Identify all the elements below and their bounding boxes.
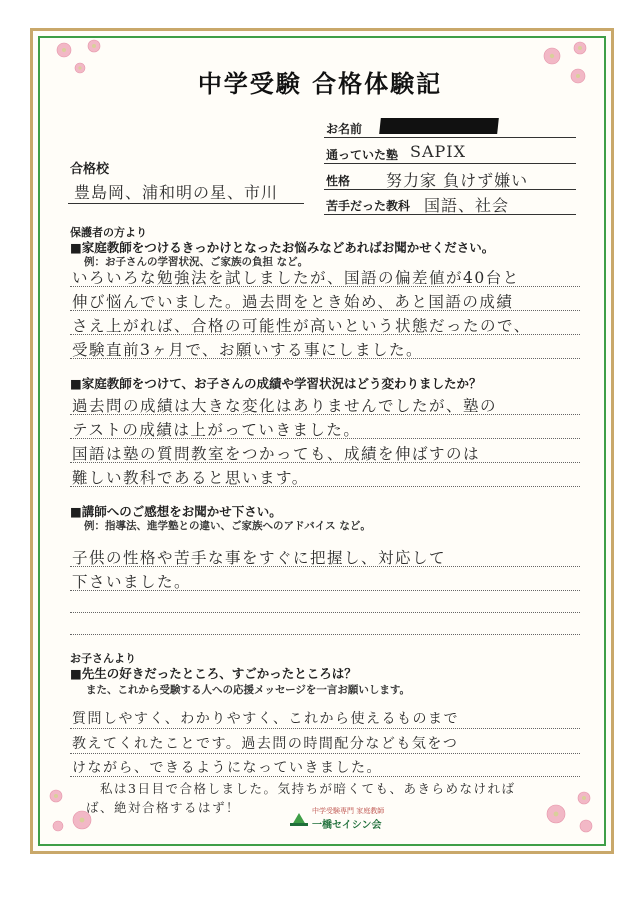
personality-value: 努力家 負けず嫌い <box>386 171 529 190</box>
ruled-line <box>70 286 580 287</box>
logo-mark-icon <box>290 811 308 827</box>
q2-title: ■家庭教師をつけて、お子さんの成績や学習状況はどう変わりましたか？ <box>70 376 482 391</box>
ruled-line <box>70 776 580 777</box>
personality-label: 性格 <box>326 174 351 188</box>
child-answer-line: 私は3日目で合格しました。気持ちが暗くても、あきらめなければ <box>100 781 516 796</box>
page-title: 中学受験 合格体験記 <box>197 70 443 98</box>
cherry-blossom-icon <box>530 770 600 840</box>
q3-answer-line: 下さいました。 <box>72 573 192 591</box>
ruled-line <box>70 753 580 754</box>
redacted-name <box>379 118 499 134</box>
q1-title: ■家庭教師をつけるきっかけとなったお悩みなどあればお聞かせください。 <box>70 240 495 255</box>
footer-tagline: 中学受験専門 家庭教師 <box>312 807 385 815</box>
child-answer-line: 教えてくれたことです。過去問の時間配分なども気をつ <box>72 736 459 752</box>
divider <box>324 137 576 138</box>
child-answer-line: けながら、できるようになっていきました。 <box>72 760 382 776</box>
ruled-line <box>70 486 580 487</box>
ruled-line <box>70 310 580 311</box>
divider <box>324 163 576 164</box>
divider <box>324 189 576 190</box>
weak-subject-label: 苦手だった教科 <box>326 199 411 213</box>
footer-logo <box>290 806 384 831</box>
ruled-line <box>70 438 580 439</box>
name-label: お名前 <box>326 122 363 136</box>
divider <box>68 203 304 204</box>
child-question-title: ■先生の好きだったところ、すごかったところは？ <box>70 666 357 681</box>
q3-subtitle: 例：指導法、進学塾との違い、ご家族へのアドバイス など。 <box>84 520 371 532</box>
q2-answer-line: 国語は塾の質問教室をつかっても、成績を伸ばすのは <box>72 445 481 463</box>
q1-answer-line: さえ上がれば、合格の可能性が高いという状態だったので、 <box>72 317 531 335</box>
ruled-line <box>70 728 580 729</box>
ruled-line <box>70 414 580 415</box>
juku-value: SAPIX <box>410 142 466 161</box>
q1-answer-line: いろいろな勉強法を試しましたが、国語の偏差値が40台と <box>72 269 520 287</box>
schools-label: 合格校 <box>70 162 110 177</box>
q2-answer-line: 過去問の成績は大きな変化はありませんでしたが、塾の <box>72 397 498 415</box>
q1-answer-line: 伸び悩んでいました。過去問をとき始め、あと国語の成績 <box>72 293 514 311</box>
q2-answer-line: 難しい教科であると思います。 <box>72 469 309 487</box>
ruled-line <box>70 634 580 635</box>
q1-answer-line: 受験直前3ヶ月で、お願いする事にしました。 <box>72 341 424 359</box>
child-section-label: お子さんより <box>70 652 136 665</box>
ruled-line <box>70 358 580 359</box>
parent-section-label: 保護者の方より <box>70 226 147 239</box>
q2-answer-line: テストの成績は上がっていきました。 <box>72 421 361 439</box>
juku-label: 通っていた塾 <box>326 148 399 162</box>
ruled-line <box>70 462 580 463</box>
weak-subject-value: 国語、社会 <box>424 196 510 215</box>
child-answer-line: ば、絶対合格するはず！ <box>86 800 241 815</box>
ruled-line <box>70 566 580 567</box>
ruled-line <box>70 334 580 335</box>
child-answer-line: 質問しやすく、わかりやすく、これから使えるものまで <box>72 711 459 727</box>
ruled-line <box>70 590 580 591</box>
footer-brand: 一橋セイシン会 <box>312 820 382 831</box>
schools-value: 豊島岡、浦和明の星、市川 <box>74 183 279 202</box>
q1-subtitle: 例：お子さんの学習状況、ご家族の負担 など。 <box>84 256 309 268</box>
q3-answer-line: 子供の性格や苦手な事をすぐに把握し、対応して <box>72 549 447 567</box>
ruled-line <box>70 612 580 613</box>
q3-title: ■講師へのご感想をお聞かせ下さい。 <box>70 504 282 519</box>
child-question-subtitle: また、これから受験する人への応援メッセージを一言お願いします。 <box>86 684 411 696</box>
divider <box>324 214 576 215</box>
